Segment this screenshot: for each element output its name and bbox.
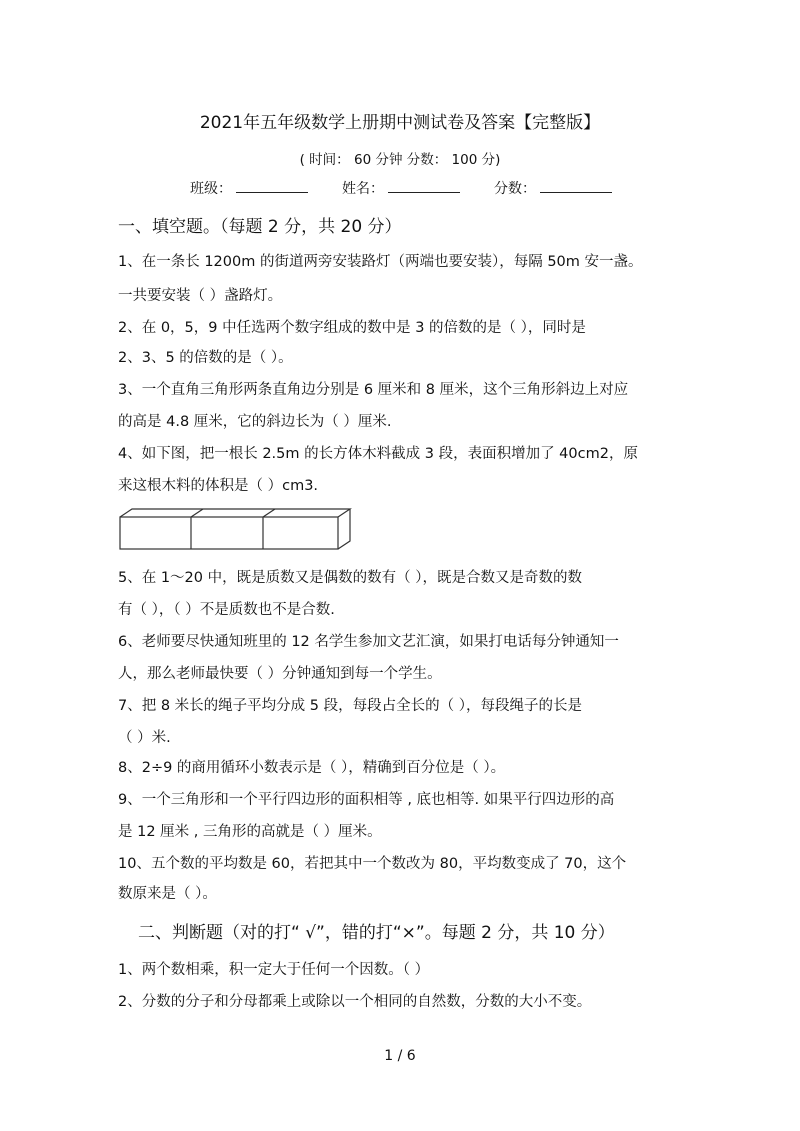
class-blank — [236, 178, 308, 193]
question-line: 2、分数的分子和分母都乘上或除以一个相同的自然数，分数的大小不变。 — [118, 994, 592, 1010]
class-field — [190, 178, 308, 198]
question-line: 10、五个数的平均数是 60，若把其中一个数改为 80，平均数变成了 70，这个 — [118, 856, 627, 872]
class-label: 班级： — [190, 181, 232, 197]
section-heading-true-false: 二、判断题（对的打“ √”，错的打“×”。每题 2 分，共 10 分） — [138, 923, 615, 943]
bar-side-face — [338, 509, 350, 549]
wood-bar-diagram — [118, 507, 354, 551]
cut-line-1-top — [191, 509, 203, 517]
question-line: 5、在 1～20 中，既是质数又是偶数的数有（ ），既是合数又是奇数的数 — [118, 570, 582, 586]
question-line: 的高是 4.8 厘米，它的斜边长为（ ）厘米. — [118, 414, 392, 430]
question-line: 9、一个三角形和一个平行四边形的面积相等 , 底也相等. 如果平行四边形的高 — [118, 792, 615, 808]
page-title: 2021年五年级数学上册期中测试卷及答案【完整版】 — [199, 113, 601, 133]
name-label: 姓名： — [342, 181, 384, 197]
question-line: （ ）米. — [118, 730, 171, 746]
score-field — [494, 178, 612, 198]
name-blank — [388, 178, 460, 193]
page-number: 1 / 6 — [384, 1048, 416, 1064]
section-heading-fill-blank: 一、填空题。（每题 2 分，共 20 分） — [118, 217, 402, 237]
question-line: 6、老师要尽快通知班里的 12 名学生参加文艺汇演，如果打电话每分钟通知一 — [118, 634, 619, 650]
question-line: 一共要安装（ ）盏路灯。 — [118, 288, 283, 304]
bar-top-face — [120, 509, 350, 517]
question-line: 人，那么老师最快要（ ）分钟通知到每一个学生。 — [118, 666, 442, 682]
question-line: 7、把 8 米长的绳子平均分成 5 段，每段占全长的（ ），每段绳子的长是 — [118, 698, 582, 714]
question-line: 4、如下图，把一根长 2.5m 的长方体木料截成 3 段，表面积增加了 40cm2，原 — [118, 446, 638, 462]
question-line: 有（ ），（ ）不是质数也不是合数. — [118, 602, 335, 618]
question-line: 2、在 0，5，9 中任选两个数字组成的数中是 3 的倍数的是（ ），同时是 — [118, 320, 586, 336]
bar-front-face — [120, 517, 338, 549]
question-line: 2、3、5 的倍数的是（ ）。 — [118, 350, 293, 366]
exam-time-score: ( 时间： 60 分钟 分数： 100 分) — [299, 152, 501, 168]
name-field — [342, 178, 460, 198]
cut-line-2-top — [263, 509, 275, 517]
question-line: 3、一个直角三角形两条直角边分别是 6 厘米和 8 厘米，这个三角形斜边上对应 — [118, 382, 629, 398]
question-line: 1、在一条长 1200m 的街道两旁安装路灯（两端也要安装），每隔 50m 安一盏。 — [118, 254, 643, 270]
question-line: 来这根木料的体积是（ ）cm3. — [118, 478, 319, 494]
question-line: 1、两个数相乘，积一定大于任何一个因数。（ ） — [118, 962, 430, 978]
question-line: 是 12 厘米 , 三角形的高就是（ ）厘米。 — [118, 824, 382, 840]
score-blank — [540, 178, 612, 193]
question-line: 8、2÷9 的商用循环小数表示是（ ），精确到百分位是（ ）。 — [118, 760, 506, 776]
score-label: 分数： — [494, 181, 536, 197]
question-line: 数原来是（ ）。 — [118, 886, 217, 902]
